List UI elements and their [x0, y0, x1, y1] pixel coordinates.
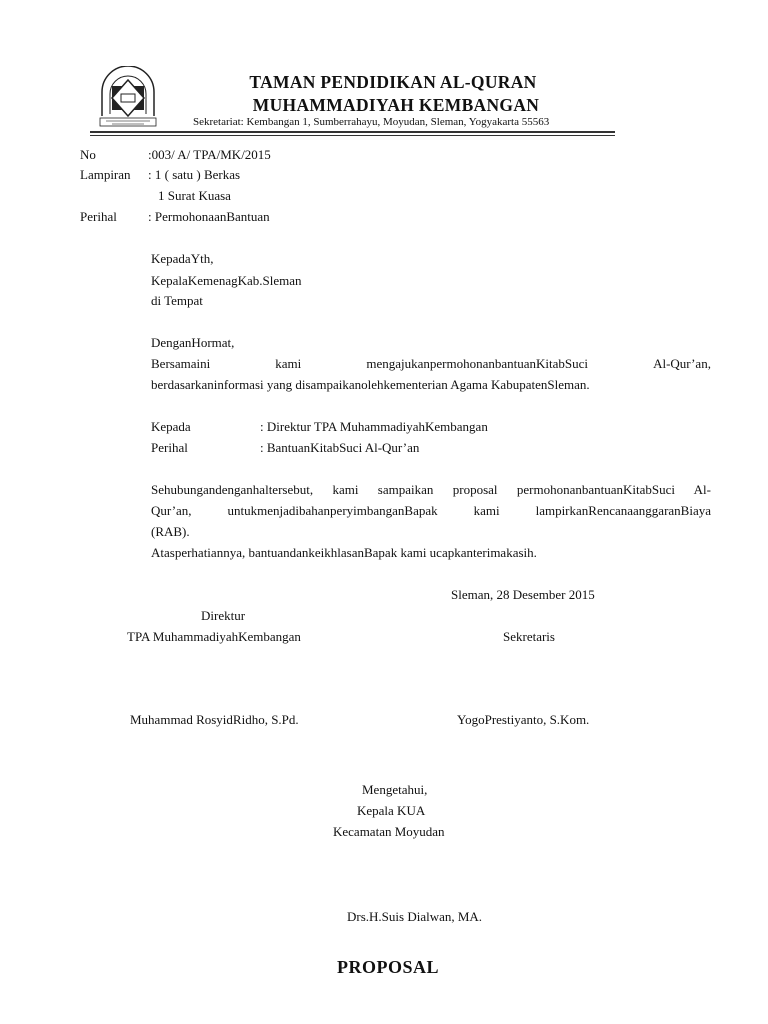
- header-divider-thin: [90, 135, 615, 136]
- body-perihal-label: Perihal: [151, 440, 188, 455]
- org-address: Sekretariat: Kembangan 1, Sumberrahayu, Moyudan, Sleman, Yogyakarta 55563: [193, 116, 550, 128]
- paragraph-2-line-1: Sehubungandenganhaltersebut, kami sampaikan proposal permohonanbantuanKitabSuci Al-: [151, 482, 711, 497]
- lampiran-label: Lampiran: [80, 167, 131, 182]
- header-divider: [90, 131, 615, 133]
- paragraph-1-line-1: [151, 355, 711, 373]
- word: Bersamaini: [151, 356, 211, 371]
- perihal-value: : PermohonaanBantuan: [148, 209, 270, 224]
- left-signatory-name: Muhammad RosyidRidho, S.Pd.: [130, 712, 299, 727]
- no-label: No: [80, 147, 96, 162]
- perihal-label: Perihal: [80, 209, 117, 224]
- closing-paragraph: Atasperhatiannya, bantuandankeikhlasanBapak kami ucapkanterimakasih.: [151, 545, 537, 560]
- acknowledged-label: Mengetahui,: [362, 782, 428, 797]
- acknowledger-title: Kepala KUA: [357, 803, 426, 818]
- recipient-line: di Tempat: [151, 293, 203, 308]
- paragraph-1-line-2: berdasarkaninformasi yang disampaikanolehkementerian Agama KabupatenSleman.: [151, 377, 590, 392]
- word: Al-Qur’an,: [653, 356, 711, 371]
- right-signatory-title: Sekretaris: [503, 629, 555, 644]
- lampiran-value-2: 1 Surat Kuasa: [158, 188, 231, 203]
- paragraph-2-line-3: (RAB).: [151, 524, 190, 539]
- right-signatory-name: YogoPrestiyanto, S.Kom.: [457, 712, 590, 727]
- place-date: Sleman, 28 Desember 2015: [451, 587, 595, 602]
- proposal-title: PROPOSAL: [337, 957, 440, 977]
- no-value: :003/ A/ TPA/MK/2015: [148, 147, 271, 162]
- org-title-line2: MUHAMMADIYAH KEMBANGAN: [252, 95, 540, 115]
- word: kami: [275, 356, 302, 371]
- kepada-label: Kepada: [151, 419, 191, 434]
- left-signatory-org: TPA MuhammadiyahKembangan: [127, 629, 301, 644]
- recipient-line: KepalaKemenagKab.Sleman: [151, 273, 302, 288]
- org-title-line1: TAMAN PENDIDIKAN AL-QURAN: [249, 72, 537, 92]
- paragraph-2-line-2: Qur’an, untukmenjadibahanperyimbanganBapak kami lampirkanRencanaanggaranBiaya: [151, 503, 711, 518]
- kepada-value: : Direktur TPA MuhammadiyahKembangan: [260, 419, 488, 434]
- acknowledger-name: Drs.H.Suis Dialwan, MA.: [347, 909, 483, 924]
- acknowledger-office: Kecamatan Moyudan: [333, 824, 445, 839]
- word: mengajukanpermohonanbantuanKitabSuci: [366, 356, 589, 371]
- body-perihal-value: : BantuanKitabSuci Al-Qur’an: [260, 440, 420, 455]
- lampiran-value: : 1 ( satu ) Berkas: [148, 167, 241, 182]
- greeting: DenganHormat,: [151, 335, 235, 350]
- tpa-logo: [96, 66, 160, 128]
- recipient-line: KepadaYth,: [151, 251, 214, 266]
- left-signatory-title: Direktur: [201, 608, 246, 623]
